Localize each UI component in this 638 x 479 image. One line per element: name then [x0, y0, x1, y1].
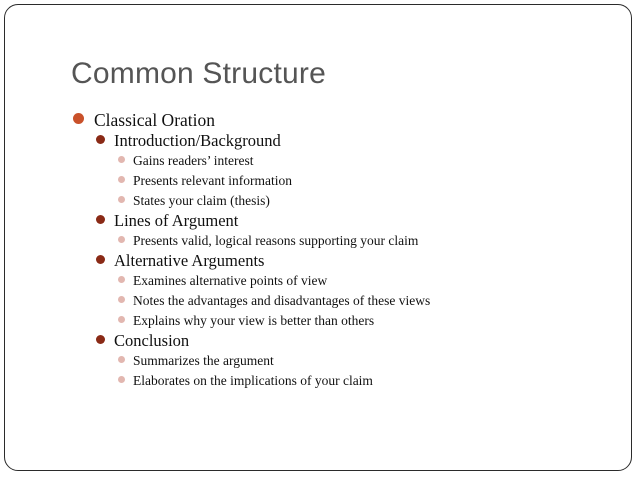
bullet-text: Notes the advantages and disadvantages of these views	[133, 293, 431, 308]
bullet-item-alternative-arguments	[71, 251, 611, 271]
bullet-text: Lines of Argument	[114, 211, 239, 230]
bullet-icon	[118, 276, 125, 283]
bullet-text: Presents valid, logical reasons supporting your claim	[133, 233, 419, 248]
bullet-item-summarizes	[71, 351, 611, 371]
bullet-text: Alternative Arguments	[114, 251, 265, 270]
bullet-icon	[118, 176, 125, 183]
bullet-text: States your claim (thesis)	[133, 193, 270, 208]
bullet-item-classical-oration	[71, 109, 611, 131]
bullet-icon	[118, 376, 125, 383]
bullet-item-presents-info	[71, 171, 611, 191]
bullet-icon	[118, 316, 125, 323]
bullet-text: Conclusion	[114, 331, 190, 350]
bullet-text: Classical Oration	[94, 110, 216, 130]
bullet-item-notes-advantages	[71, 291, 611, 311]
bullet-item-explains-view	[71, 311, 611, 331]
bullet-text: Explains why your view is better than others	[133, 313, 375, 328]
slide	[4, 4, 632, 471]
bullet-list	[71, 109, 611, 391]
bullet-icon	[96, 335, 105, 344]
bullet-text: Examines alternative points of view	[133, 273, 328, 288]
bullet-text: Gains readers’ interest	[133, 153, 254, 168]
bullet-item-lines-of-argument	[71, 211, 611, 231]
bullet-icon	[118, 236, 125, 243]
bullet-item-valid-reasons	[71, 231, 611, 251]
bullet-icon	[96, 255, 105, 264]
bullet-text: Introduction/Background	[114, 131, 281, 150]
bullet-icon	[118, 156, 125, 163]
bullet-icon	[73, 113, 84, 124]
bullet-icon	[118, 356, 125, 363]
bullet-item-gains-interest	[71, 151, 611, 171]
bullet-icon	[96, 215, 105, 224]
bullet-item-introduction	[71, 131, 611, 151]
bullet-text: Presents relevant information	[133, 173, 292, 188]
bullet-icon	[118, 296, 125, 303]
bullet-text: Summarizes the argument	[133, 353, 274, 368]
bullet-icon	[96, 135, 105, 144]
bullet-item-elaborates	[71, 371, 611, 391]
bullet-text: Elaborates on the implications of your claim	[133, 373, 373, 388]
bullet-icon	[118, 196, 125, 203]
bullet-item-examines-alternatives	[71, 271, 611, 291]
bullet-item-states-claim	[71, 191, 611, 211]
slide-title: Common Structure	[71, 57, 326, 90]
bullet-item-conclusion	[71, 331, 611, 351]
